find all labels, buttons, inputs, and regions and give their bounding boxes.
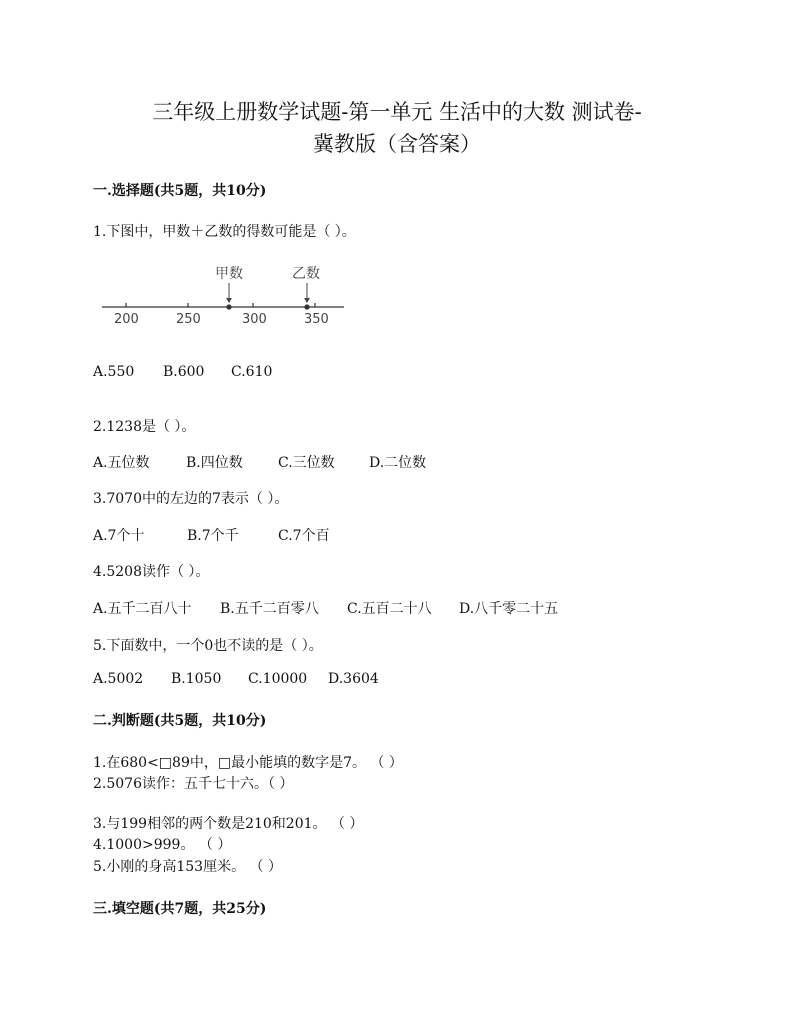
q1-option-c: C.610 (231, 364, 273, 380)
arrow-a-head (226, 298, 232, 303)
q3-option-a: A.7个十 (93, 528, 145, 544)
section3-heading: 三.填空题(共7题，共25分) (93, 901, 267, 917)
q4-option-d: D.八千零二十五 (459, 601, 559, 617)
section2-heading: 二.判断题(共5题，共10分) (93, 713, 267, 729)
q2-option-a: A.五位数 (93, 455, 150, 471)
q3-options (93, 525, 330, 545)
judge-item-4: 4.1000>999。 （ ） (93, 837, 232, 853)
tick-label: 300 (242, 312, 267, 327)
doc-title-line2: 冀教版（含答案） (313, 132, 481, 156)
q3-text: 3.7070中的左边的7表示（ ）。 (93, 491, 289, 507)
q2-option-c: C.三位数 (278, 455, 335, 471)
q3-option-b: B.7个千 (187, 528, 239, 544)
q3-option-c: C.7个百 (278, 528, 330, 544)
q5-text: 5.下面数中，一个0也不读的是（ ）。 (93, 638, 323, 654)
judge-item-1: 1.在680<□89中，□最小能填的数字是7。 （ ） (93, 755, 403, 771)
q4-option-c: C.五百二十八 (347, 601, 432, 617)
q1-options (93, 364, 272, 380)
point-a (226, 304, 231, 309)
label-b: 乙数 (292, 266, 320, 282)
q1-text: 1.下图中，甲数＋乙数的得数可能是（ ）。 (93, 224, 356, 240)
arrow-b-head (304, 298, 310, 303)
label-a: 甲数 (215, 266, 243, 282)
q2-options (93, 452, 426, 472)
number-line-figure (98, 258, 353, 330)
judge-item-3: 3.与199相邻的两个数是210和201。 （ ） (93, 816, 364, 832)
tick-label: 250 (176, 312, 201, 327)
q4-text: 4.5208读作（ ）。 (93, 564, 210, 580)
section1-heading: 一.选择题(共5题，共10分) (93, 183, 267, 199)
q4-options (93, 598, 558, 618)
q5-option-c: C.10000 (248, 671, 308, 687)
q5-option-a: A.5002 (93, 671, 144, 687)
q1-option-a: A.550 (93, 364, 135, 380)
tick-label: 350 (304, 312, 329, 327)
q5-options (93, 671, 379, 687)
q5-option-d: D.3604 (328, 671, 379, 687)
q2-option-d: D.二位数 (369, 455, 427, 471)
q5-option-b: B.1050 (171, 671, 222, 687)
doc-title-line1: 三年级上册数学试题-第一单元 生活中的大数 测试卷- (152, 100, 642, 124)
judge-item-5: 5.小刚的身高153厘米。 （ ） (93, 859, 282, 875)
q2-option-b: B.四位数 (186, 455, 243, 471)
point-b (304, 304, 309, 309)
q2-text: 2.1238是（ ）。 (93, 419, 196, 435)
judge-item-2: 2.5076读作：五千七十六。（ ） (93, 776, 294, 792)
q1-option-b: B.600 (163, 364, 205, 380)
q4-option-a: A.五千二百八十 (93, 601, 192, 617)
q4-option-b: B.五千二百零八 (220, 601, 319, 617)
tick-label: 200 (114, 312, 139, 327)
